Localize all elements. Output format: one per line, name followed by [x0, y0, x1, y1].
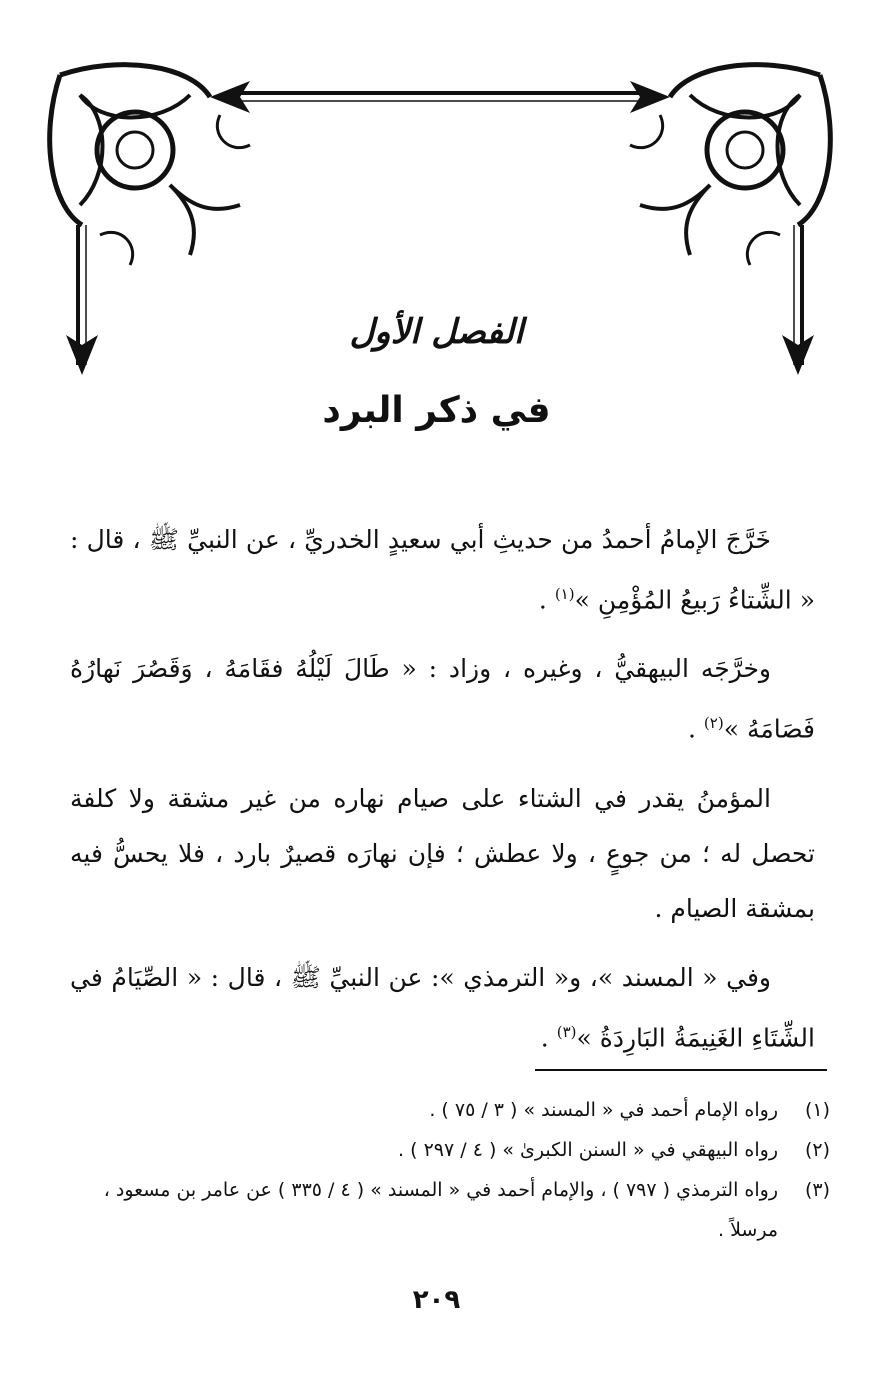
paragraph [70, 950, 815, 1065]
footnote-text: رواه الإمام أحمد في « المسند » ( ٣ / ٧٥ ) . [429, 1099, 778, 1121]
footnote-text: رواه الترمذي ( ٧٩٧ ) ، والإمام أحمد في « المسند » ( ٤ / ٣٣٥ ) عن عامر بن مسعود ، مرسلاً . [103, 1179, 778, 1241]
page-number: ٢٠٩ [412, 1285, 461, 1315]
paragraph [70, 641, 815, 756]
section-title: في ذكر البرد [322, 390, 551, 431]
footnote-ref[interactable]: (٣) [556, 1022, 577, 1041]
body-text [70, 512, 815, 1079]
footnote-number: (٣) [804, 1179, 830, 1201]
footnote-divider [535, 1069, 827, 1071]
footnote-number: (٢) [804, 1139, 830, 1161]
footnote [70, 1130, 830, 1170]
footnote [70, 1170, 830, 1250]
footnote-number: (١) [804, 1099, 830, 1121]
footnotes [70, 1090, 830, 1250]
footnote-ref[interactable]: (١) [554, 585, 575, 603]
paragraph-text: خَرَّجَ الإمامُ أحمدُ من حديثِ أبي سعيدٍ الخدريِّ ، عن النبيِّ ﷺ ، قال : « الشِّتاءُ رَبيعُ المُؤْمِنِ » [70, 525, 815, 615]
footnote [70, 1090, 830, 1130]
chapter-title: الفصل الأول [349, 312, 524, 352]
paragraph-tail: . [688, 714, 704, 744]
paragraph-text: وفي « المسند »، و« الترمذي »: عن النبيِّ ﷺ ، قال : « الصِّيَامُ في الشِّتَاءِ الغَنِيمَةُ البَارِدَةُ » [70, 962, 815, 1052]
paragraph-tail: . [540, 1022, 557, 1052]
paragraph-text: وخرَّجَه البيهقيُّ ، وغيره ، وزاد : « طَالَ لَيْلُهُ فقَامَهُ ، وَقَصُرَ نَهارُهُ فَصَامَهُ » [70, 654, 815, 744]
paragraph [70, 512, 815, 627]
paragraph-text: المؤمنُ يقدر في الشتاء على صيام نهاره من غير مشقة ولا كلفة تحصل له ؛ من جوعٍ ، ولا عطش ؛ فإن نهارَه قصيرٌ بارد ، فلا يحسُّ فيه بمشقة الصيام . [70, 783, 815, 923]
footnote-ref[interactable]: (٢) [703, 714, 724, 733]
paragraph [70, 771, 815, 936]
paragraph-tail: . [538, 585, 555, 615]
footnote-text: رواه البيهقي في « السنن الكبرىٰ » ( ٤ / ٢٩٧ ) . [398, 1139, 778, 1161]
